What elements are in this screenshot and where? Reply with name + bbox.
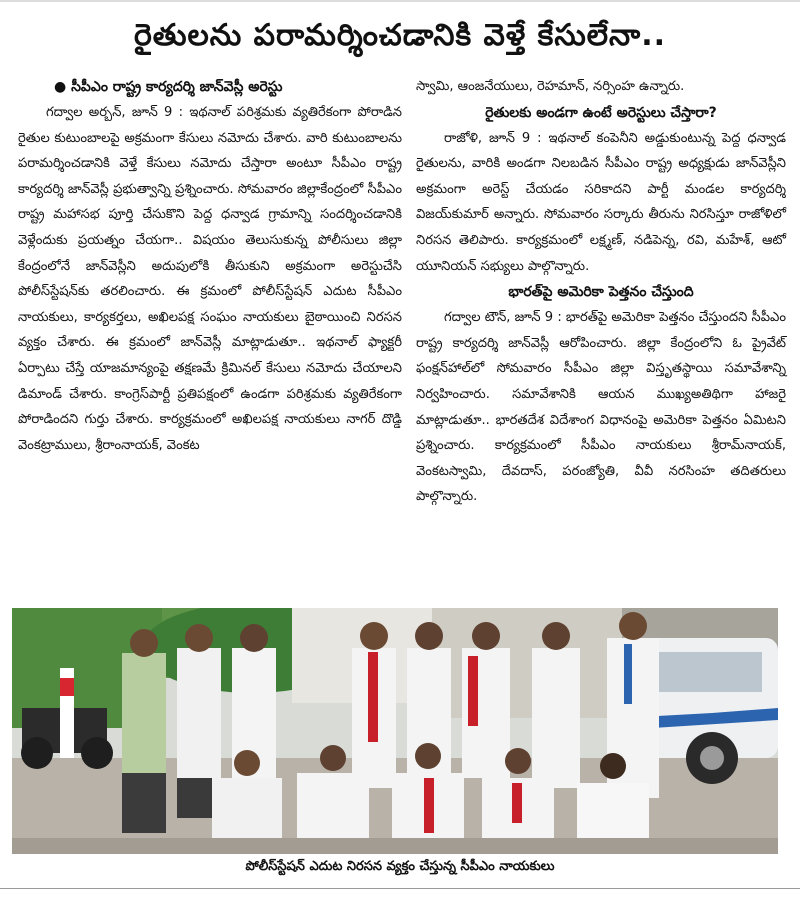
protest-photo xyxy=(12,608,778,854)
right-column xyxy=(416,74,786,510)
right-body-paragraph-2: గద్వాల టౌన్, జూన్ 9 : భారత్‌పై అమెరికా పెత్తనం చేస్తుందని సీపీఎం రాష్ట్ర కార్యదర్శి జాన్‌వెస్లీ ఆరోపించారు. జిల్లా కేంద్రంలోని ఓ ప్రైవేట్ ఫంక్షన్‌హాల్‌లో సోమవారం సీపీఎం జిల్లా విస్తృతస్థాయి సమావేశాన్ని నిర్వహించారు. సమావేశానికి ఆయన ముఖ్యఅతిథిగా హాజరై మాట్లాడుతూ.. భారతదేశ విదేశాంగ విధానంపై అమెరికా పెత్తనం ఏమిటని ప్రశ్నించారు. కార్యక్రమంలో సీపీఎం నాయకులు శ్రీరామ్‌నాయక్, వెంకటస్వామి, దేవదాస్, పరంజ్యోతి, వీవీ నరసింహ తదితరులు పాల్గొన్నారు. xyxy=(416,310,786,505)
left-subhead-text: సీపీఎం రాష్ట్ర కార్యదర్శి జాన్‌వెస్లీ అరెస్టు xyxy=(71,79,283,95)
protest-photo-illustration xyxy=(12,608,778,854)
right-body-paragraph-1: రాజోళి, జూన్ 9 : ఇథనాల్ కంపెనీని అడ్డుకుంటున్న పెద్ద ధన్వాడ రైతులను, వారికి అండగా నిలబడిన సీపీఎం రాష్ట్ర అధ్యక్షుడు జాన్‌వెస్లీని అక్రమంగా అరెస్ట్ చేయడం సరికాదని పార్టీ మండల కార్యదర్శి విజయ్‌కుమార్ అన్నారు. సోమవారం సర్కారు తీరును నిరసిస్తూ రాజోళిలో నిరసన తెలిపారు. కార్యక్రమంలో లక్ష్మణ్, నడిపెన్న, రవి, మహేశ్, ఆటో యూనియన్ సభ్యులు పాల్గొన్నారు. xyxy=(416,130,786,274)
page-top-rule xyxy=(0,0,800,2)
right-continuation-text: స్వామి, ఆంజనేయులు, రెహమాన్, నర్సింహ ఉన్నారు. xyxy=(416,79,685,94)
left-subhead xyxy=(18,74,402,100)
left-column xyxy=(18,74,402,458)
right-subhead-1: రైతులకు అండగా ఉంటే అరెస్టులు చేస్తారా? xyxy=(485,104,717,121)
bullet-icon: ● xyxy=(54,79,72,95)
right-subhead-2: భారత్‌పై అమెరికా పెత్తనం చేస్తుంది xyxy=(508,284,694,301)
left-body-paragraph: గద్వాల అర్బన్, జూన్ 9 : ఇథనాల్ పరిశ్రమకు వ్యతిరేకంగా పోరాడిన రైతుల కుటుంబాలపై అక్రమంగా కేసులు నమోదు చేశారు. వారి కుటుంబాలను పరామర్శించడానికి వెళ్తే కేసులు నమోదు చేస్తారా అంటూ సీపీఎం రాష్ట్ర కార్యదర్శి జాన్‌వెస్లీ ప్రభుత్వాన్ని ప్రశ్నించారు. సోమవారం జిల్లాకేంద్రంలో సీపీఎం రాష్ట్ర మహాసభ పూర్తి చేసుకొని పెద్ద ధన్వాడ గ్రామాన్ని సందర్శించడానికి వెళ్లేందుకు ప్రయత్నం చేయగా.. విషయం తెలుసుకున్న పోలీసులు జిల్లా కేంద్రంలోనే జాన్‌వెస్లీని అదుపులోకి తీసుకుని అక్రమంగా అరెస్టుచేసి పోలీస్‌స్టేషన్‌కు తరలించారు. ఈ క్రమంలో పోలీస్‌స్టేషన్ ఎదుట సీపీఎం నాయకులు, కార్యకర్తలు, అఖిలపక్ష సంఘం నాయకులు బైఠాయించి నిరసన వ్యక్తం చేశారు. ఈ క్రమంలో జాన్‌వెస్లీ మాట్లాడుతూ.. ఇథనాల్ ఫ్యాక్టరీ ఏర్పాటు చేస్తే యాజమాన్యంపై తక్షణమే క్రిమినల్ కేసులు నమోదు చేయాలని డిమాండ్ చేశారు. కాంగ్రెస్‌పార్టీ ప్రతిపక్షంలో ఉండగా పరిశ్రమకు వ్యతిరేకంగా పోరాడిందని గుర్తు చేశారు. కార్యక్రమంలో అఖిలపక్ష నాయకులు నాగర్ దొడ్డి వెంకట్రాములు, శ్రీరాంనాయక్, వెంకట xyxy=(18,105,402,453)
article-headline: రైతులను పరామర్శించడానికి వెళ్తే కేసులేనా.. xyxy=(133,18,666,53)
page-bottom-rule xyxy=(0,888,800,889)
photo-caption: పోలీస్‌స్టేషన్ ఎదుట నిరసన వ్యక్తం చేస్తున్న సీపీఎం నాయకులు xyxy=(245,859,555,874)
